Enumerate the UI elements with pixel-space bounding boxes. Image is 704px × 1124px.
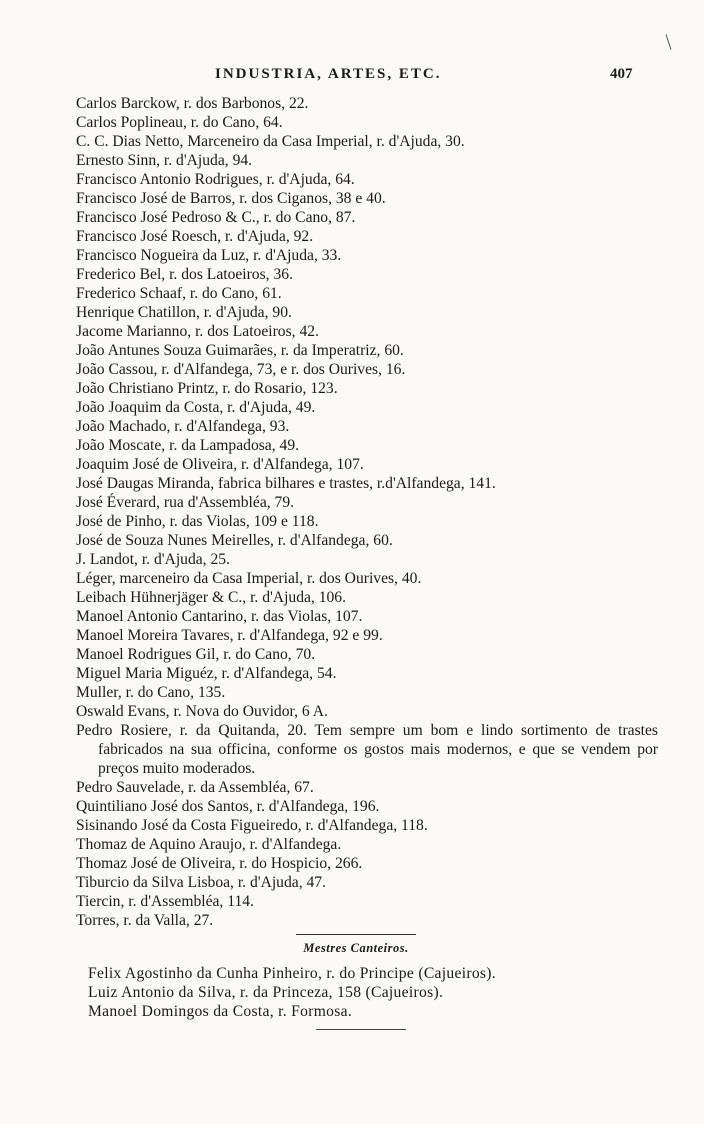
directory-entry: Manoel Moreira Tavares, r. d'Alfandega, 92 e 99. (76, 627, 383, 644)
running-head (0, 66, 704, 88)
directory-entry: Tiercin, r. d'Assembléa, 114. (76, 893, 254, 910)
directory-entry: Manoel Rodrigues Gil, r. do Cano, 70. (76, 646, 316, 663)
directory-entry: Tiburcio da Silva Lisboa, r. d'Ajuda, 47. (76, 874, 326, 891)
mason-entry: Luiz Antonio da Silva, r. da Princeza, 158 (Cajueiros). (88, 984, 444, 1001)
directory-entry: João Christiano Printz, r. do Rosario, 123. (76, 380, 338, 397)
directory-entry: Quintiliano José dos Santos, r. d'Alfandega, 196. (76, 798, 380, 815)
directory-entry: João Antunes Souza Guimarães, r. da Imperatriz, 60. (76, 342, 404, 359)
directory-entry: Pedro Sauvelade, r. da Assembléa, 67. (76, 779, 314, 796)
mason-entry: Felix Agostinho da Cunha Pinheiro, r. do Principe (Cajueiros). (88, 965, 496, 982)
directory-entry: Manoel Antonio Cantarino, r. das Violas, 107. (76, 608, 363, 625)
directory-entry: João Machado, r. d'Alfandega, 93. (76, 418, 290, 435)
directory-entry: João Joaquim da Costa, r. d'Ajuda, 49. (76, 399, 316, 416)
directory-entry: Carlos Barckow, r. dos Barbonos, 22. (76, 95, 309, 112)
directory-entry: Miguel Maria Miguéz, r. d'Alfandega, 54. (76, 665, 337, 682)
stonemasons-list (76, 964, 676, 1021)
directory-list (76, 94, 676, 1030)
mason-entry: Manoel Domingos da Costa, r. Formosa. (88, 1003, 353, 1020)
directory-entry: Oswald Evans, r. Nova do Ouvidor, 6 A. (76, 703, 328, 720)
directory-entry: J. Landot, r. d'Ajuda, 25. (76, 551, 230, 568)
directory-entry: Leibach Hühnerjäger & C., r. d'Ajuda, 106. (76, 589, 346, 606)
directory-entry: Sisinando José da Costa Figueiredo, r. d'Alfandega, 118. (76, 817, 428, 834)
directory-entry: João Cassou, r. d'Alfandega, 73, e r. dos Ourives, 16. (76, 361, 406, 378)
directory-entry: Thomaz José de Oliveira, r. do Hospicio, 266. (76, 855, 363, 872)
directory-entry: Francisco Nogueira da Luz, r. d'Ajuda, 33. (76, 247, 342, 264)
directory-entry: Jacome Marianno, r. dos Latoeiros, 42. (76, 323, 319, 340)
directory-entry: José de Souza Nunes Meirelles, r. d'Alfandega, 60. (76, 532, 393, 549)
directory-entry: Henrique Chatillon, r. d'Ajuda, 90. (76, 304, 292, 321)
directory-entry: Muller, r. do Cano, 135. (76, 684, 226, 701)
directory-entry: Frederico Bel, r. dos Latoeiros, 36. (76, 266, 293, 283)
page-number: 407 (610, 66, 633, 82)
directory-entry: Torres, r. da Valla, 27. (76, 912, 214, 929)
directory-entry: Francisco José Roesch, r. d'Ajuda, 92. (76, 228, 314, 245)
directory-entry: Léger, marceneiro da Casa Imperial, r. dos Ourives, 40. (76, 570, 422, 587)
directory-entry: Thomaz de Aquino Araujo, r. d'Alfandega. (76, 836, 342, 853)
directory-entry: Pedro Rosiere, r. da Quitanda, 20. Tem sempre um bom e lindo sortimento de trastes fabricados na sua officina, conforme os gostos mais modernos, e que se vendem por preços muito moderados. (76, 722, 658, 777)
directory-entry: Carlos Poplineau, r. do Cano, 64. (76, 114, 283, 131)
section-divider (296, 934, 416, 935)
margin-mark (666, 34, 672, 50)
directory-entry: Francisco Antonio Rodrigues, r. d'Ajuda, 64. (76, 171, 355, 188)
directory-entry: Joaquim José de Oliveira, r. d'Alfandega, 107. (76, 456, 364, 473)
directory-entry: José de Pinho, r. das Violas, 109 e 118. (76, 513, 319, 530)
cabinetmakers-list (76, 94, 676, 930)
end-divider (316, 1029, 406, 1030)
running-title: INDUSTRIA, ARTES, ETC. (215, 66, 442, 82)
directory-entry: Ernesto Sinn, r. d'Ajuda, 94. (76, 152, 253, 169)
directory-entry: José Daugas Miranda, fabrica bilhares e trastes, r.d'Alfandega, 141. (76, 475, 496, 492)
directory-entry: José Éverard, rua d'Assembléa, 79. (76, 494, 295, 511)
directory-entry: João Moscate, r. da Lampadosa, 49. (76, 437, 300, 454)
directory-entry: Frederico Schaaf, r. do Cano, 61. (76, 285, 282, 302)
section-heading: Mestres Canteiros. (303, 941, 409, 955)
directory-entry: Francisco José de Barros, r. dos Ciganos, 38 e 40. (76, 190, 386, 207)
directory-entry: Francisco José Pedroso & C., r. do Cano, 87. (76, 209, 356, 226)
directory-entry: C. C. Dias Netto, Marceneiro da Casa Imperial, r. d'Ajuda, 30. (76, 133, 465, 150)
